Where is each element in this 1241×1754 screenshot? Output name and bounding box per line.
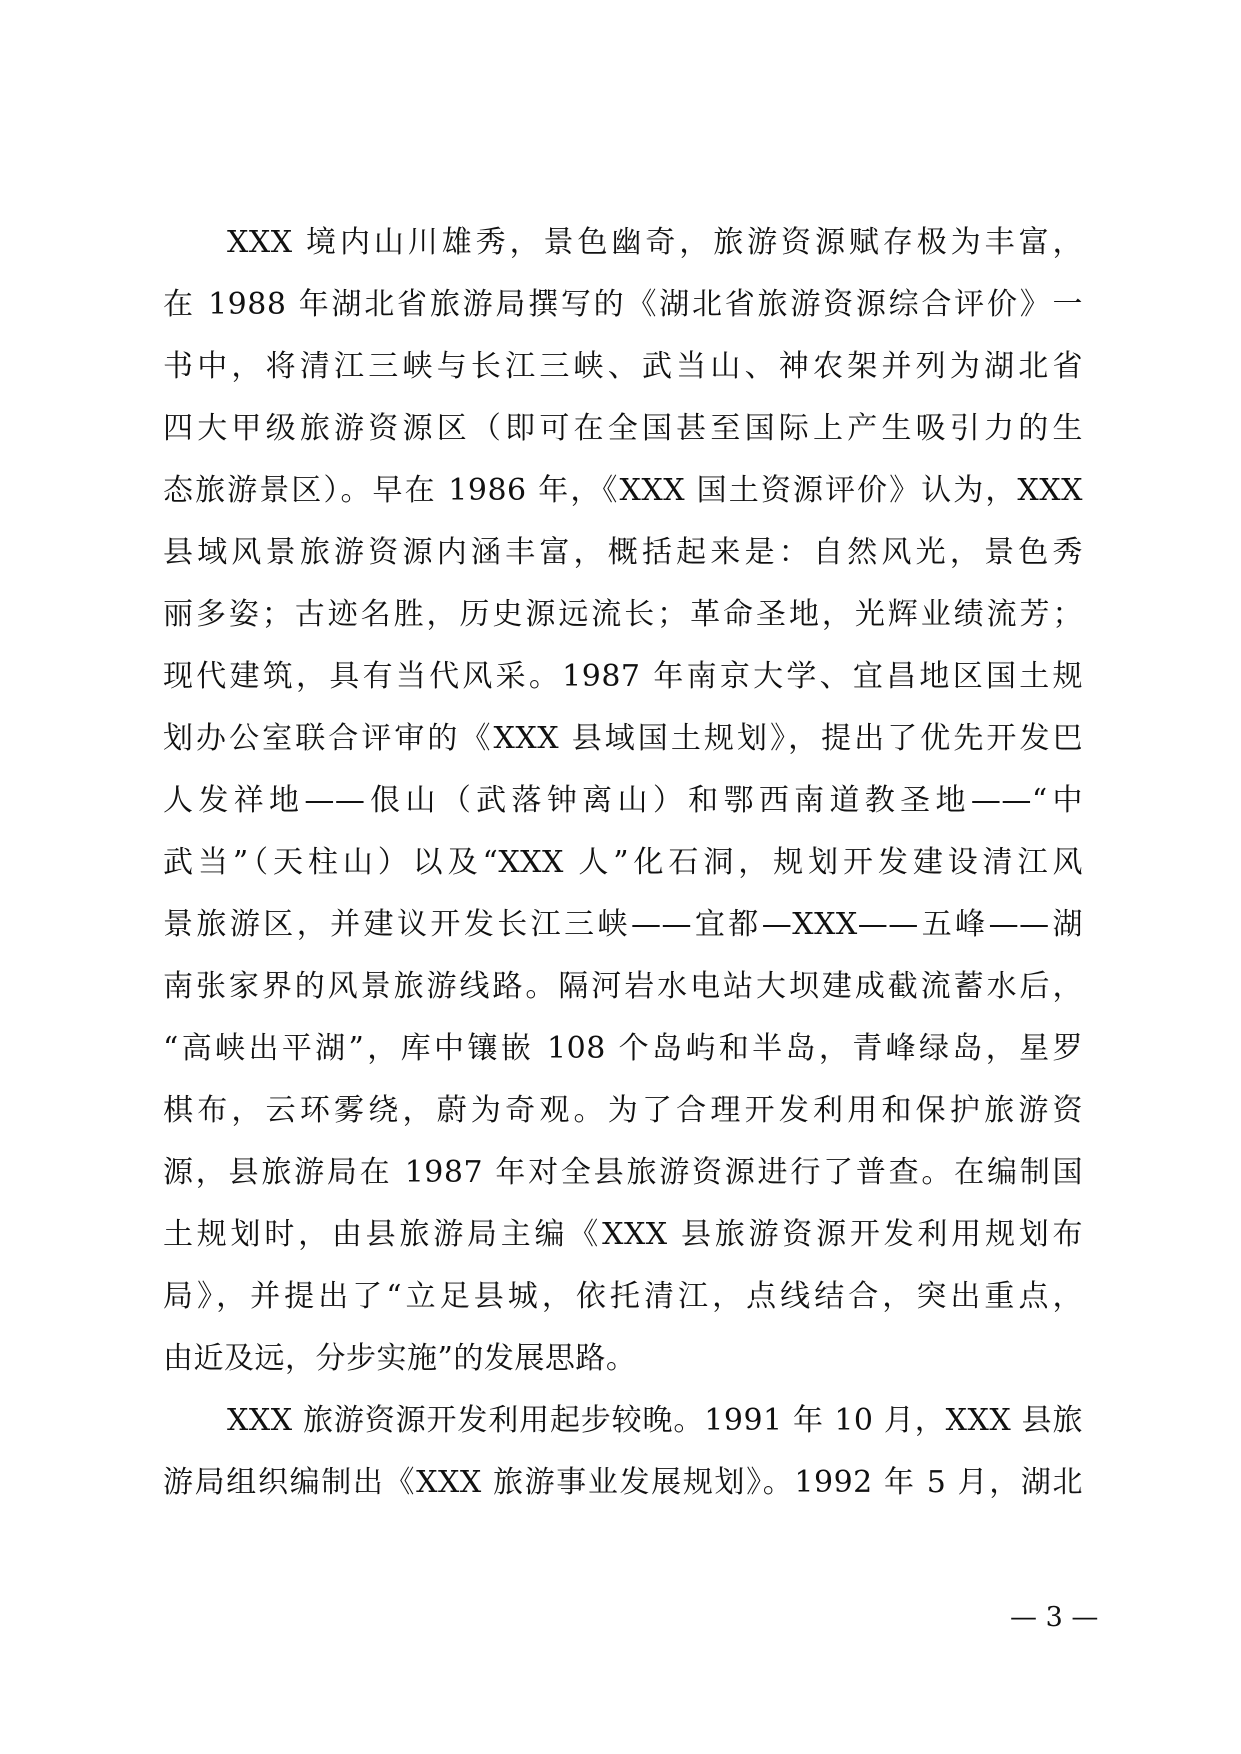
text-line: “高峡出平湖”，库中镶嵌 108 个岛屿和半岛，青峰绿岛，星罗: [163, 1031, 1083, 1066]
text-line: 现代建筑，具有当代风采。1987 年南京大学、宜昌地区国土规: [163, 659, 1083, 694]
text-line: 丽多姿；古迹名胜，历史源远流长；革命圣地，光辉业绩流芳；: [163, 597, 1083, 632]
text-line: 武当”（天柱山）以及“XXX 人”化石洞，规划开发建设清江风: [163, 845, 1083, 880]
text-line: 划办公室联合评审的《XXX 县域国土规划》，提出了优先开发巴: [163, 721, 1083, 756]
page-number: — 3 —: [1010, 1602, 1099, 1633]
text-line: 书中，将清江三峡与长江三峡、武当山、神农架并列为湖北省: [163, 349, 1083, 384]
text-line: 在 1988 年湖北省旅游局撰写的《湖北省旅游资源综合评价》一: [163, 287, 1083, 322]
text-line: XXX 境内山川雄秀，景色幽奇，旅游资源赋存极为丰富，: [227, 225, 1083, 260]
text-line: 由近及远，分步实施”的发展思路。: [163, 1341, 637, 1376]
text-line: 四大甲级旅游资源区（即可在全国甚至国际上产生吸引力的生: [163, 411, 1083, 446]
text-line: 南张家界的风景旅游线路。隔河岩水电站大坝建成截流蓄水后，: [163, 969, 1083, 1004]
text-line: 局》，并提出了“立足县城，依托清江，点线结合，突出重点，: [163, 1279, 1083, 1314]
text-line: 态旅游景区）。早在 1986 年，《XXX 国土资源评价》认为，XXX: [163, 473, 1083, 508]
text-line: 人发祥地——佷山（武落钟离山）和鄂西南道教圣地——“中: [163, 783, 1083, 818]
text-line: XXX 旅游资源开发利用起步较晚。1991 年 10 月，XXX 县旅: [227, 1403, 1083, 1438]
text-line: 县域风景旅游资源内涵丰富，概括起来是：自然风光，景色秀: [163, 535, 1083, 570]
body-text: [163, 212, 1083, 1514]
text-line: 棋布，云环雾绕，蔚为奇观。为了合理开发利用和保护旅游资: [163, 1093, 1083, 1128]
text-line: 游局组织编制出《XXX 旅游事业发展规划》。1992 年 5 月，湖北: [163, 1465, 1083, 1500]
text-line: 源，县旅游局在 1987 年对全县旅游资源进行了普查。在编制国: [163, 1155, 1083, 1190]
text-line: 土规划时，由县旅游局主编《XXX 县旅游资源开发利用规划布: [163, 1217, 1083, 1252]
text-line: 景旅游区，并建议开发长江三峡——宜都—XXX——五峰——湖: [163, 907, 1083, 942]
